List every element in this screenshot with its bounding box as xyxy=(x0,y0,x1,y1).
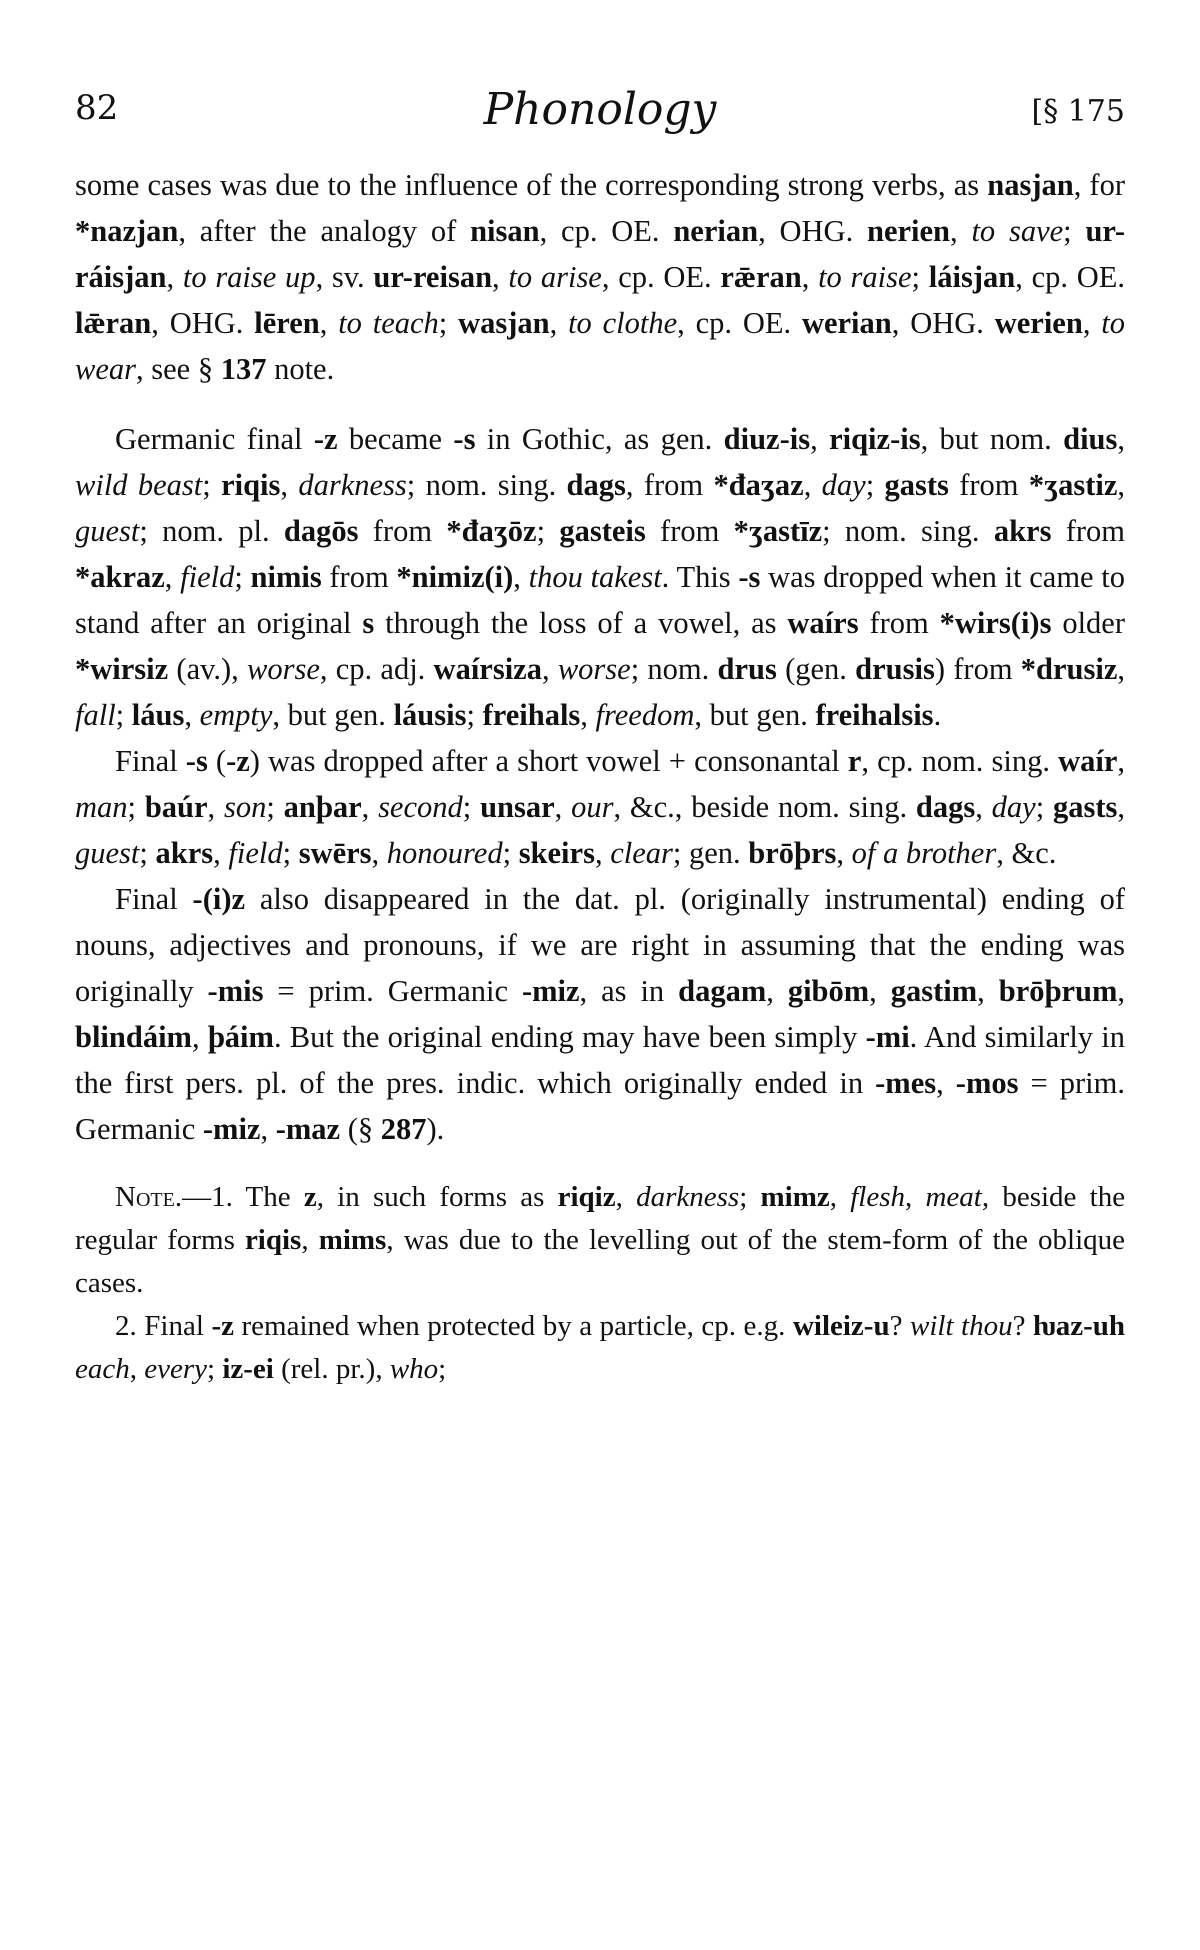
text-run: remained when protected by a particle, cp. e.g. xyxy=(233,1310,793,1342)
text-run: ; xyxy=(502,836,519,870)
gloss: who xyxy=(389,1353,439,1385)
gothic-form: -miz xyxy=(202,1112,261,1146)
gloss: wild beast xyxy=(75,468,203,502)
text-run: .—1. The xyxy=(174,1181,304,1213)
page-number: 82 xyxy=(75,88,119,128)
running-title: Phonology xyxy=(483,84,717,135)
gloss: darkness xyxy=(298,468,407,502)
gloss: second xyxy=(378,790,463,824)
gothic-form: -(i)z xyxy=(192,882,246,916)
gothic-form: drusis xyxy=(855,652,935,686)
gothic-form: s xyxy=(362,606,375,640)
text-run: , xyxy=(1117,652,1125,686)
gloss: darkness xyxy=(636,1181,740,1213)
gloss: wilt thou xyxy=(910,1310,1013,1342)
text-run: ; xyxy=(202,468,222,502)
text-run: , xyxy=(371,836,387,870)
text-run: ( xyxy=(207,744,227,778)
gothic-form: *đaʒaz xyxy=(713,468,804,502)
text-run: ; xyxy=(266,790,284,824)
gloss: man xyxy=(75,790,128,824)
text-run: , xyxy=(829,1181,851,1213)
text-run: ; xyxy=(462,790,481,824)
text-run: ; xyxy=(1063,214,1086,248)
text-run: ; nom. sing. xyxy=(822,514,994,548)
text-run: , xyxy=(541,652,558,686)
gloss: guest xyxy=(75,836,140,870)
gloss: day xyxy=(991,790,1036,824)
gothic-form: -mes xyxy=(875,1066,937,1100)
text-run: (§ xyxy=(340,1112,381,1146)
text-run: , OHG. xyxy=(758,214,867,248)
gothic-form: wasjan xyxy=(458,306,550,340)
gloss: every xyxy=(144,1353,208,1385)
text-run: ; xyxy=(536,514,560,548)
gothic-form: brōþrum xyxy=(998,974,1118,1008)
text-run: , xyxy=(950,214,972,248)
text-run: from xyxy=(358,514,447,548)
text-run: ; xyxy=(207,1353,223,1385)
text-run: , but gen. xyxy=(694,698,816,732)
gothic-form: láisjan xyxy=(928,260,1016,294)
text-run: , &c., beside nom. sing. xyxy=(613,790,916,824)
gloss: meat xyxy=(925,1181,982,1213)
text-run: , xyxy=(260,1112,276,1146)
text-run: 2. Final xyxy=(115,1310,212,1342)
text-run: , xyxy=(164,560,181,594)
text-run: , cp. OE. xyxy=(601,260,721,294)
gothic-form: riqis xyxy=(244,1224,302,1256)
section-reference: [§ 175 xyxy=(1031,94,1125,129)
gothic-form: werian xyxy=(801,306,892,340)
text-run: some cases was due to the influence of the corresponding strong verbs, as xyxy=(75,168,988,202)
gothic-form: gasts xyxy=(1053,790,1118,824)
text-run: ; xyxy=(466,698,483,732)
text-run: , &c. xyxy=(996,836,1057,870)
text-run: , xyxy=(615,1181,637,1213)
gloss: of a brother xyxy=(851,836,997,870)
text-run: , xyxy=(1117,790,1126,824)
text-run: ; xyxy=(911,260,929,294)
text-run: , cp. nom. sing. xyxy=(861,744,1059,778)
gloss: to clothe xyxy=(568,306,678,340)
text-run: (rel. pr.), xyxy=(273,1353,390,1385)
text-run: , cp. OE. xyxy=(539,214,674,248)
gothic-form: werien xyxy=(994,306,1083,340)
gloss: thou takest xyxy=(528,560,662,594)
gloss: freedom xyxy=(595,698,695,732)
paragraph-continuation xyxy=(75,162,1125,392)
gothic-form: dags xyxy=(566,468,626,502)
gothic-form: þáim xyxy=(207,1020,274,1054)
gothic-form: 287 xyxy=(380,1112,427,1146)
text-run: , xyxy=(184,698,200,732)
text-run: ; xyxy=(234,560,251,594)
gloss: empty xyxy=(199,698,273,732)
gloss: field xyxy=(180,560,235,594)
gloss: flesh xyxy=(850,1181,905,1213)
note-item-2 xyxy=(75,1305,1125,1391)
gothic-form: gasts xyxy=(884,468,949,502)
text-run: , xyxy=(1117,468,1125,502)
gothic-form: r xyxy=(847,744,862,778)
text-run: ). xyxy=(426,1112,445,1146)
gothic-form: rǣran xyxy=(720,260,802,294)
text-run: in Gothic, as gen. xyxy=(475,422,724,456)
text-run: , but nom. xyxy=(920,422,1064,456)
gothic-form: -mis xyxy=(207,974,264,1008)
text-run: , xyxy=(810,422,830,456)
gloss: fall xyxy=(75,698,116,732)
gothic-form: baúr xyxy=(144,790,208,824)
gloss: son xyxy=(223,790,267,824)
text-run: , xyxy=(319,306,339,340)
gloss: field xyxy=(228,836,283,870)
text-run: , but gen. xyxy=(272,698,394,732)
text-run: , xyxy=(361,790,379,824)
text-run: ; xyxy=(438,306,459,340)
main-text xyxy=(75,162,1125,1152)
text-run: , xyxy=(280,468,299,502)
gloss: worse xyxy=(557,652,631,686)
text-run: Final xyxy=(115,882,193,916)
gothic-form: -z xyxy=(313,422,338,456)
gothic-form: akrs xyxy=(993,514,1052,548)
gloss: honoured xyxy=(386,836,503,870)
gothic-form: lǣran xyxy=(75,306,152,340)
gothic-form: riqis xyxy=(221,468,281,502)
gothic-form: dagōs xyxy=(283,514,359,548)
text-run: ; nom. sing. xyxy=(406,468,567,502)
gothic-form: *wirsiz xyxy=(75,652,169,686)
gothic-form: dags xyxy=(915,790,976,824)
gothic-form: *ʒastīz xyxy=(733,514,823,548)
gothic-form: gasteis xyxy=(559,514,646,548)
gloss: to save xyxy=(971,214,1064,248)
gothic-form: nimis xyxy=(250,560,322,594)
gothic-form: swērs xyxy=(298,836,372,870)
gloss: clear xyxy=(610,836,673,870)
gothic-form: *akraz xyxy=(75,560,165,594)
gothic-form: -maz xyxy=(275,1112,341,1146)
text-run: , OHG. xyxy=(151,306,255,340)
gloss: day xyxy=(821,468,866,502)
text-run: ; xyxy=(438,1353,447,1385)
gothic-form: -z xyxy=(211,1310,234,1342)
text-run: , xyxy=(549,306,569,340)
gothic-form: *nazjan xyxy=(75,214,179,248)
text-run: , xyxy=(1117,422,1126,456)
text-run: , xyxy=(492,260,509,294)
text-run: , xyxy=(594,836,611,870)
gothic-form: mims xyxy=(318,1224,387,1256)
gothic-form: riqiz-is xyxy=(829,422,921,456)
gothic-form: -s xyxy=(453,422,476,456)
gothic-form: -mi xyxy=(865,1020,910,1054)
gloss: to teach xyxy=(338,306,439,340)
text-run: , in such forms as xyxy=(316,1181,558,1213)
text-run: ; xyxy=(282,836,299,870)
text-run: from xyxy=(321,560,397,594)
gothic-form: -s xyxy=(185,744,208,778)
gloss: to raise up xyxy=(182,260,316,294)
text-run: (av.), xyxy=(168,652,248,686)
gloss: worse xyxy=(247,652,320,686)
gothic-form: diuz-is xyxy=(723,422,811,456)
gothic-form: blindáim xyxy=(75,1020,192,1054)
page-header xyxy=(75,70,1125,150)
text-run: ; xyxy=(139,836,156,870)
text-run: Germanic final xyxy=(115,422,314,456)
gothic-form: drus xyxy=(717,652,777,686)
text-run: , xyxy=(1117,744,1125,778)
gothic-form: mimz xyxy=(760,1181,830,1213)
gothic-form: nerian xyxy=(673,214,759,248)
text-run: , sv. xyxy=(315,260,374,294)
gothic-form: riqiz xyxy=(557,1181,616,1213)
text-run: ; xyxy=(865,468,885,502)
text-run: ) from xyxy=(934,652,1021,686)
text-run: ? xyxy=(889,1310,910,1342)
gothic-form: *wirs(i)s xyxy=(939,606,1052,640)
text-run: , as in xyxy=(579,974,679,1008)
gothic-form: waír xyxy=(1058,744,1118,778)
text-run: ; nom. pl. xyxy=(139,514,284,548)
text-run: , xyxy=(836,836,852,870)
text-run: ; xyxy=(115,698,132,732)
gothic-form: *đaʒōz xyxy=(446,514,537,548)
gothic-form: nerien xyxy=(867,214,951,248)
gothic-form: brōþrs xyxy=(748,836,837,870)
paragraph-final-z xyxy=(75,416,1125,738)
gloss: our xyxy=(571,790,614,824)
gloss: to raise xyxy=(818,260,912,294)
text-run: , after the analogy of xyxy=(178,214,471,248)
text-run: = prim. Germanic xyxy=(263,974,522,1008)
note-label: Note xyxy=(115,1181,175,1213)
note-section xyxy=(75,1176,1125,1391)
text-run: , xyxy=(191,1020,208,1054)
gothic-form: freihals xyxy=(482,698,581,732)
text-run: was dropped when it came to stand after an original xyxy=(75,560,1125,640)
text-run: , xyxy=(207,790,224,824)
text-run: note. xyxy=(266,352,335,386)
gloss: to wear xyxy=(75,306,1125,386)
gothic-form: z xyxy=(303,1181,317,1213)
text-run: , xyxy=(1082,306,1102,340)
text-run: became xyxy=(337,422,454,456)
text-run: , xyxy=(513,560,529,594)
gothic-form: -z xyxy=(226,744,250,778)
text-run: ; xyxy=(1035,790,1054,824)
gothic-form: -mos xyxy=(955,1066,1019,1100)
gothic-form: anþar xyxy=(283,790,362,824)
paragraph-final-s xyxy=(75,738,1125,876)
gothic-form: waírsiza xyxy=(433,652,542,686)
gothic-form: *drusiz xyxy=(1020,652,1118,686)
text-run: , cp. adj. xyxy=(319,652,434,686)
text-run: , xyxy=(869,974,891,1008)
text-run: from xyxy=(858,606,940,640)
gothic-form: *ʒastiz xyxy=(1028,468,1118,502)
text-run: ; nom. xyxy=(630,652,718,686)
text-run: ) was dropped after a short vowel + consonantal xyxy=(249,744,848,778)
text-run: , xyxy=(766,974,788,1008)
paragraph-final-iz xyxy=(75,876,1125,1152)
gothic-form: -miz xyxy=(521,974,580,1008)
text-run: , cp. OE. xyxy=(677,306,802,340)
gloss: guest xyxy=(75,514,140,548)
text-run: , xyxy=(803,468,822,502)
gothic-form: iz-ei xyxy=(222,1353,274,1385)
text-run: Final xyxy=(115,744,186,778)
gothic-form: ƕaz-uh xyxy=(1033,1310,1125,1342)
note-item-1 xyxy=(75,1176,1125,1305)
text-run: ; gen. xyxy=(672,836,749,870)
gothic-form: nisan xyxy=(470,214,540,248)
gothic-form: dius xyxy=(1063,422,1118,456)
text-run: , cp. OE. xyxy=(1015,260,1125,294)
text-run: from xyxy=(948,468,1029,502)
text-run: , xyxy=(905,1181,926,1213)
text-run: , xyxy=(936,1066,956,1100)
gothic-form: *nimiz(i) xyxy=(396,560,514,594)
text-run: , was due to the levelling out of the stem-form of the oblique cases. xyxy=(75,1224,1126,1299)
text-run: , xyxy=(580,698,596,732)
text-run: , xyxy=(166,260,183,294)
gothic-form: akrs xyxy=(155,836,214,870)
text-run: , xyxy=(129,1353,145,1385)
text-run: through the loss of a vowel, as xyxy=(374,606,788,640)
text-run: older xyxy=(1051,606,1125,640)
gothic-form: 137 xyxy=(220,352,267,386)
gothic-form: láus xyxy=(131,698,185,732)
gothic-form: dagam xyxy=(678,974,767,1008)
gothic-form: ur-reisan xyxy=(373,260,493,294)
text-run: . But the original ending may have been simply xyxy=(273,1020,866,1054)
text-run: from xyxy=(645,514,734,548)
text-run: , for xyxy=(1073,168,1125,202)
gothic-form: gibōm xyxy=(787,974,870,1008)
text-run: , from xyxy=(625,468,714,502)
text-run: , beside the regular forms xyxy=(75,1181,1126,1256)
gothic-form: láusis xyxy=(393,698,467,732)
text-run: , xyxy=(975,790,992,824)
gothic-form: wileiz-u xyxy=(792,1310,890,1342)
gothic-form: nasjan xyxy=(987,168,1074,202)
gloss: to arise xyxy=(508,260,602,294)
text-run: , xyxy=(977,974,999,1008)
text-run: ; xyxy=(127,790,145,824)
gothic-form: unsar xyxy=(480,790,555,824)
gloss: each xyxy=(75,1353,130,1385)
text-run: . And similarly in the first pers. pl. of the pres. indic. which originally ended in xyxy=(75,1020,1126,1100)
gothic-form: -s xyxy=(738,560,761,594)
gothic-form: skeirs xyxy=(518,836,595,870)
text-run: , OHG. xyxy=(891,306,995,340)
gothic-form: lēren xyxy=(254,306,320,340)
text-run: , xyxy=(1117,974,1125,1008)
text-run: , xyxy=(554,790,572,824)
text-run: = prim. Germanic xyxy=(75,1066,1125,1146)
text-run: , xyxy=(213,836,229,870)
text-run: , xyxy=(301,1224,319,1256)
text-run: also disappeared in the dat. pl. (originally instrumental) ending of nouns, adjectives and pronouns, if we are right in assuming that the ending was originally xyxy=(75,882,1126,1008)
text-run: . xyxy=(933,698,942,732)
gothic-form: waírs xyxy=(787,606,859,640)
text-run: , xyxy=(801,260,819,294)
text-run: ; xyxy=(739,1181,761,1213)
text-run: . This xyxy=(661,560,739,594)
gothic-form: gastim xyxy=(890,974,978,1008)
text-run: ? xyxy=(1012,1310,1034,1342)
book-page xyxy=(75,70,1125,1391)
gothic-form: freihalsis xyxy=(815,698,934,732)
text-run: , see § xyxy=(136,352,221,386)
text-run: from xyxy=(1051,514,1126,548)
text-run: (gen. xyxy=(776,652,856,686)
gothic-form: ur-ráisjan xyxy=(75,214,1125,294)
